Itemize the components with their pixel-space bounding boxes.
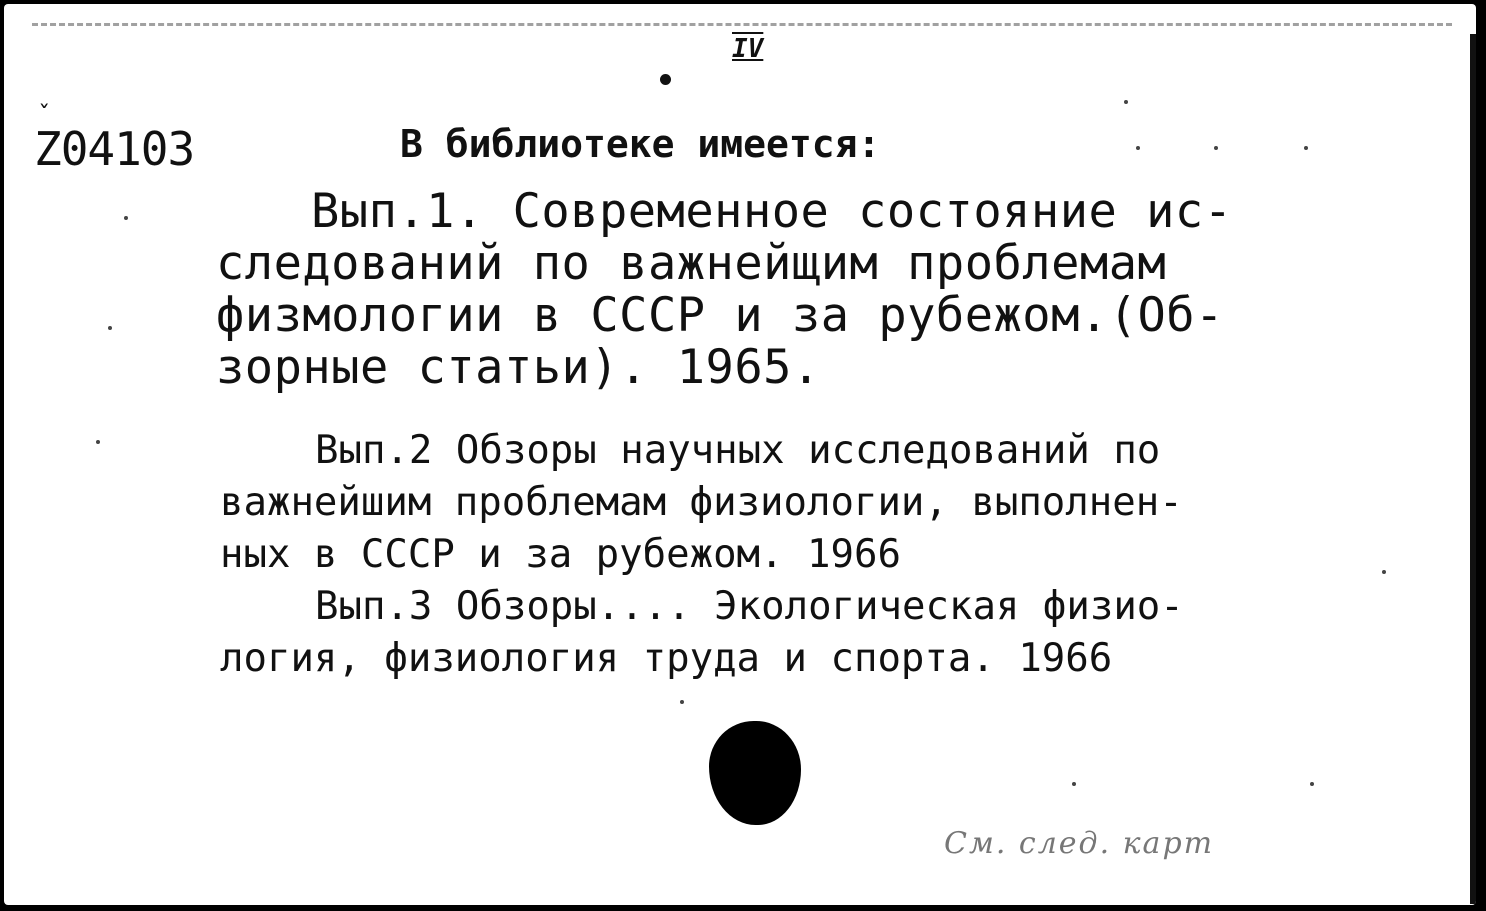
- holdings-header: В библиотеке имеется:: [400, 122, 881, 166]
- volume-3-entry: [220, 581, 1184, 685]
- volume-1-line: зорные статьи). 1965.: [216, 340, 821, 395]
- top-edge-dashes: [32, 23, 1452, 26]
- volume-2-line: ных в СССР и за рубежом. 1966: [220, 532, 901, 577]
- ink-speck: [1072, 782, 1076, 786]
- card-right-edge: [1470, 34, 1476, 904]
- volume-2-entry: [220, 425, 1183, 581]
- ink-speck: [1382, 570, 1386, 574]
- volume-1-line: физмологии в СССР и за рубежом.(Об-: [216, 288, 1224, 343]
- volume-1-line: Вып.1. Современное состояние ис-: [311, 184, 1233, 239]
- page-mark: IV: [732, 34, 764, 64]
- ink-speck: [108, 326, 112, 330]
- volume-1-entry: [216, 186, 1232, 394]
- volume-3-line: Вып.3 Обзоры.... Экологическая физио-: [315, 584, 1184, 629]
- ink-speck: [124, 216, 128, 220]
- ink-speck: [1310, 782, 1314, 786]
- ink-speck: [1136, 146, 1140, 150]
- ink-speck: [680, 700, 684, 704]
- volume-2-line: важнейшим проблемам физиологии, выполнен-: [220, 480, 1183, 525]
- punch-hole: [709, 721, 801, 825]
- call-number: Z04103: [34, 122, 195, 176]
- check-mark: ˇ: [37, 101, 52, 129]
- ink-speck: [1304, 146, 1308, 150]
- continuation-note: См. след. карт: [944, 826, 1215, 861]
- ink-speck: [1124, 100, 1128, 104]
- volume-1-line: следований по важнейщим проблемам: [216, 236, 1167, 291]
- catalog-card: [4, 4, 1476, 905]
- ink-dot: [660, 74, 671, 85]
- volume-3-line: логия, физиология труда и спорта. 1966: [220, 636, 1113, 681]
- ink-speck: [96, 440, 100, 444]
- volume-2-line: Вып.2 Обзоры научных исследований по: [315, 428, 1161, 473]
- ink-speck: [1214, 146, 1218, 150]
